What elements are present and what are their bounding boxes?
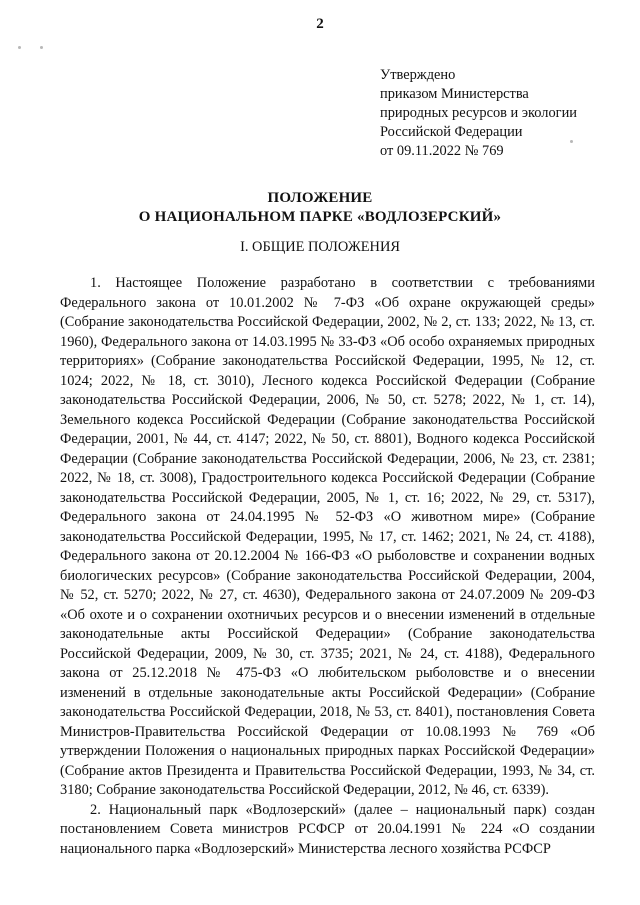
document-subtitle: О НАЦИОНАЛЬНОМ ПАРКЕ «ВОДЛОЗЕРСКИЙ» [138,209,502,225]
document-body [60,274,595,859]
approval-line: приказом Министерства [380,86,529,102]
page-number: 2 [316,16,324,32]
approval-block [380,66,577,161]
approval-line: от 09.11.2022 № 769 [380,143,504,159]
section-heading: I. ОБЩИЕ ПОЛОЖЕНИЯ [240,239,400,255]
scan-speck [570,140,573,143]
paragraph-2: 2. Национальный парк «Водлозерский» (далее – национальный парк) создан постановлением Совета министров РСФСР от 20.04.1991 № 224 «О создании национального парка «Водлозерский» Министерства лесного хозяйства РСФСР [60,801,595,857]
approval-line: Российской Федерации [380,124,523,140]
approval-line: природных ресурсов и экологии [380,105,577,121]
approval-line: Утверждено [380,67,456,83]
paragraph-1: 1. Настоящее Положение разработано в соответствии с требованиями Федерального закона от 10.01.2002 № 7-ФЗ «Об охране окружающей среды» (Собрание законодательства Российской Федерации, 2002, № 2, ст. 133; 2022, № 13, ст. 1960), Федерального закона от 14.03.1995 № 33-ФЗ «Об особо охраняемых природных территориях» (Собрание законодательства Российской Федерации, 1995, № 12, ст. 1024; 2022, № 18, ст. 3010), Лесного кодекса Российской Федерации (Собрание законодательства Российской Федерации, 2006, № 50, ст. 5278; 2022, № 1, ст. 14), Земельного кодекса Российской Федерации (Собрание законодательства Российской Федерации, 2001, № 44, ст. 4147; 2022, № 50, ст. 8801), Водного кодекса Российской Федерации (Собрание законодательства Российской Федерации, 2006, № 23, ст. 2381; 2022, № 18, ст. 3008), Градостроительного кодекса Российской Федерации (Собрание законодательства Российской Федерации, 2005, № 1, ст. 16; 2022, № 29, ст. 5317), Федерального закона от 24.04.1995 № 52-ФЗ «О животном мире» (Собрание законодательства Российской Федерации, 1995, № 17, ст. 1462; 2021, № 24, ст. 4188), Федерального закона от 20.12.2004 № 166-ФЗ «О рыболовстве и сохранении водных биологических ресурсов» (Собрание законодательства Российской Федерации, 2004, № 52, ст. 5270; 2022, № 27, ст. 4630), Федерального закона от 24.07.2009 № 209-ФЗ «Об охоте и о сохранении охотничьих ресурсов и о внесении изменений в отдельные законодательные акты Российской Федерации» (Собрание законодательства Российской Федерации, 2009, № 30, ст. 3735; 2021, № 24, ст. 4188), Федерального закона от 25.12.2018 № 475-ФЗ «О любительском рыболовстве и о внесении изменений в отдельные законодательные акты Российской Федерации» (Собрание законодательства Российской Федерации, 2018, № 53, ст. 8401), постановления Совета Министров-Правительства Российской Федерации от 10.08.1993 № 769 «Об утверждении Положения о национальных природных парках Российской Федерации» (Собрание актов Президента и Правительства Российской Федерации, 1993, № 34, ст. 3180; Собрание законодательства Российской Федерации, 2012, № 46, ст. 6339). [60,275,595,798]
document-title: ПОЛОЖЕНИЕ [267,190,373,206]
scan-speck [18,46,21,49]
scan-speck [40,46,43,49]
